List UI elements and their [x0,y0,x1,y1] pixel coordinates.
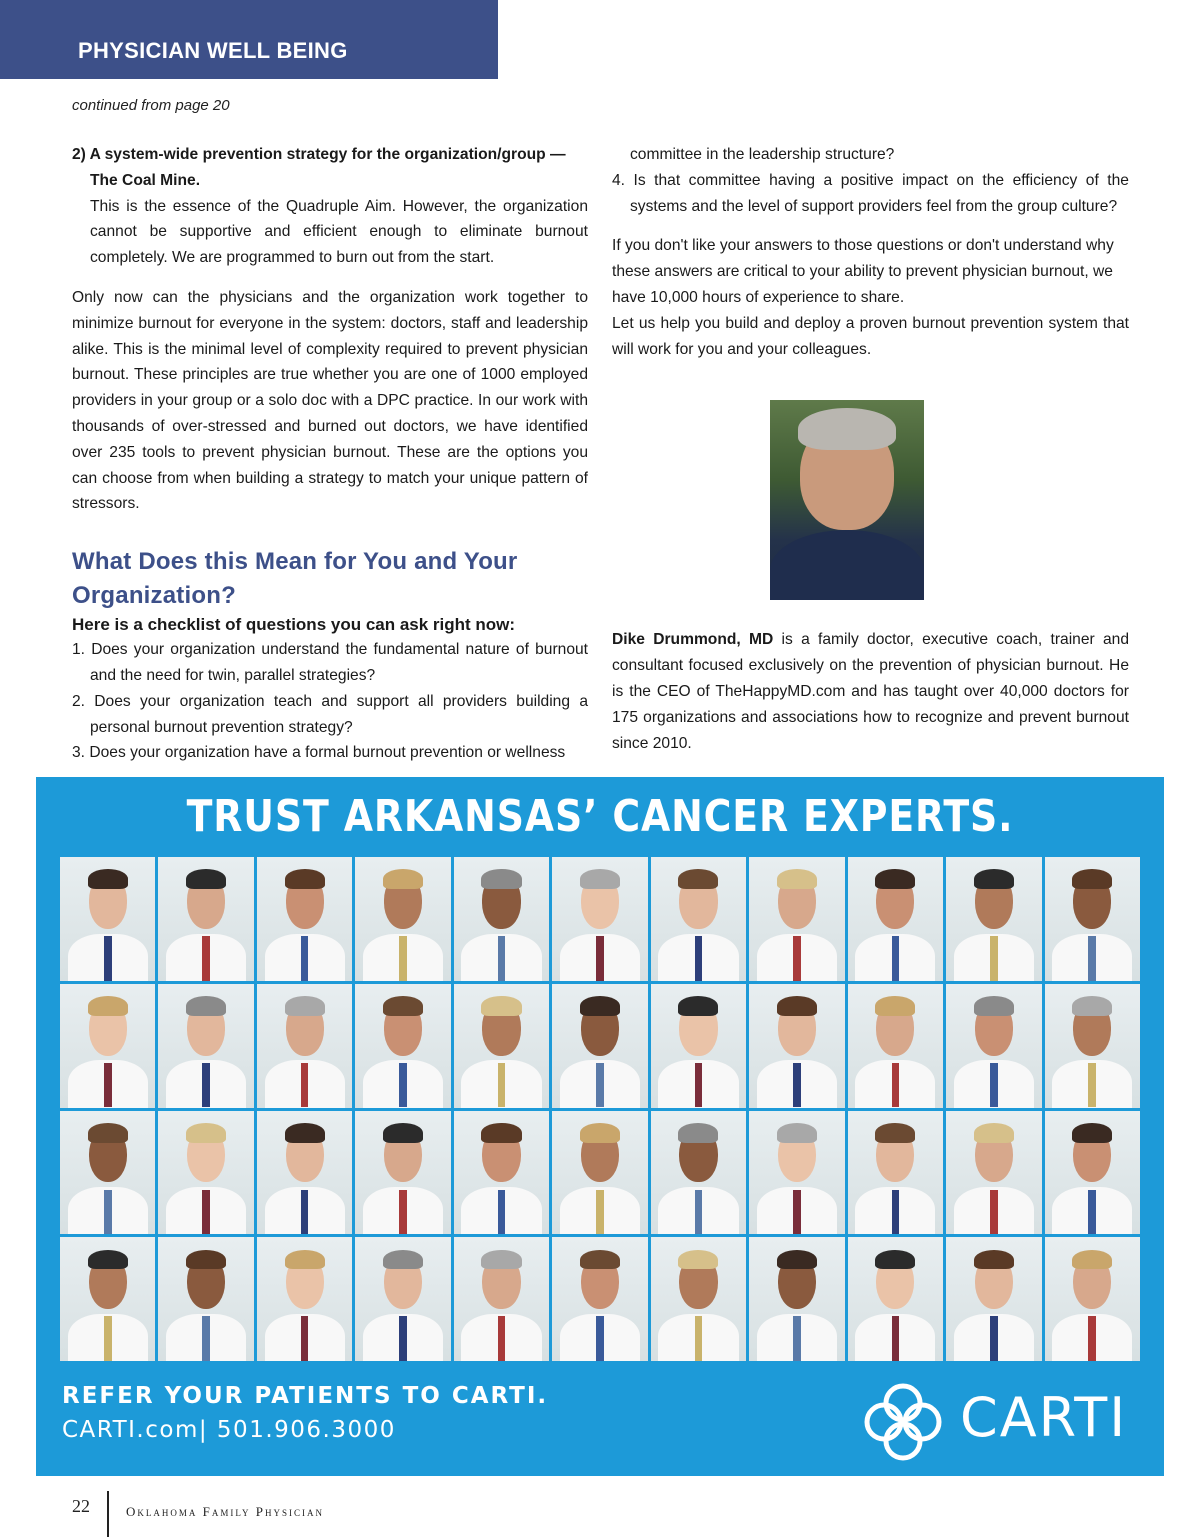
physician-portrait [355,984,450,1108]
closing-paragraph-2: Let us help you build and deploy a proven burnout prevention system that will work for you and your colleagues. [612,314,1129,358]
physician-portrait [454,1111,549,1235]
item2-heading-line2: The Coal Mine. [90,171,201,189]
physician-photo-grid [60,857,1140,1361]
checklist-item-2: 2. Does your organization teach and support all providers building a personal burnout prevention strategy? [72,692,588,736]
ad-title: TRUST ARKANSAS’ CANCER EXPERTS. [186,791,1014,842]
physician-portrait [946,1237,1041,1361]
page-number: 22 [72,1496,90,1516]
physician-portrait [848,984,943,1108]
closing-paragraph-1: If you don't like your answers to those questions or don't understand why these answers are critical to your ability to prevent physician burnout, we have 10,000 hours of experience to share. [612,237,1114,306]
physician-portrait [552,1237,647,1361]
checklist-item-3-cont: committee in the leadership structure? [630,146,895,163]
item2-body: This is the essence of the Quadruple Aim. However, the organization cannot be supportive and efficient enough to eliminate burnout completely. We are programmed to burn out from the start. [90,197,588,267]
physician-portrait [552,984,647,1108]
physician-portrait [749,984,844,1108]
physician-portrait [848,1237,943,1361]
carti-advertisement[interactable] [36,777,1164,1476]
author-bio [612,627,1129,757]
checklist-item-4: 4. Is that committee having a positive impact on the efficiency of the systems and the level of support providers feel from the group culture? [612,171,1129,215]
physician-portrait [158,1237,253,1361]
physician-portrait [1045,984,1140,1108]
physician-portrait [749,1237,844,1361]
physician-portrait [946,1111,1041,1235]
author-name: Dike Drummond, MD [612,631,774,648]
author-bio-text: is a family doctor, executive coach, trainer and consultant focused exclusively on the prevention of physician burnout. He is the CEO of TheHappyMD.com and has taught over 40,000 doctors for 175 organizations and associations how to recognize and prevent burnout since 2010. [612,631,1129,752]
carti-logo-text: CARTI [960,1386,1128,1449]
physician-portrait [257,1237,352,1361]
checklist-item-3: 3. Does your organization have a formal burnout prevention or wellness [72,744,566,762]
section-heading: What Does this Mean for You and Your Organization? [72,548,518,610]
physician-portrait [651,1237,746,1361]
physician-portrait [158,984,253,1108]
physician-portrait [454,984,549,1108]
publication-name: Oklahoma Family Physician [126,1504,324,1519]
ad-refer-text: REFER YOUR PATIENTS TO CARTI. [62,1383,549,1409]
author-photo [770,400,924,600]
physician-portrait [60,1111,155,1235]
physician-portrait [552,1111,647,1235]
right-column [612,142,1129,362]
body-paragraph: Only now can the physicians and the organization work together to minimize burnout for everyone in the system: doctors, staff and leadership alike. This is the minimal level of complexity required to prevent physician burnout. These principles are true whether you are one of 1000 employed providers in your group or a solo doc with a DPC practice. In our work with thousands of over-stressed and burned out doctors, we have identified over 235 tools to prevent physician burnout. These are the options you can choose from when building a strategy to match your unique pattern of stressors. [72,288,588,513]
section-header-tab [0,0,498,79]
left-column [72,142,588,766]
physician-portrait [651,1111,746,1235]
physician-portrait [454,1237,549,1361]
physician-portrait [651,984,746,1108]
continued-note: continued from page 20 [72,97,230,114]
physician-portrait [355,1111,450,1235]
physician-portrait [60,984,155,1108]
physician-portrait [749,1111,844,1235]
physician-portrait [552,857,647,981]
physician-portrait [1045,857,1140,981]
physician-portrait [158,857,253,981]
section-label: PHYSICIAN WELL BEING [78,38,348,63]
footer-divider [107,1491,109,1537]
physician-portrait [749,857,844,981]
physician-portrait [60,1237,155,1361]
item2-heading-line1: 2) A system-wide prevention strategy for the organization/group — [72,146,566,163]
physician-portrait [60,857,155,981]
physician-portrait [257,984,352,1108]
physician-portrait [257,857,352,981]
physician-portrait [355,1237,450,1361]
physician-portrait [651,857,746,981]
physician-portrait [257,1111,352,1235]
physician-portrait [946,984,1041,1108]
physician-portrait [848,1111,943,1235]
checklist-item-1: 1. Does your organization understand the fundamental nature of burnout and the need for twin, parallel strategies? [72,641,588,684]
physician-portrait [454,857,549,981]
physician-portrait [158,1111,253,1235]
carti-logo-icon [862,1381,944,1463]
checklist-intro: Here is a checklist of questions you can ask right now: [72,615,516,635]
physician-portrait [355,857,450,981]
physician-portrait [1045,1111,1140,1235]
physician-portrait [848,857,943,981]
ad-contact-text[interactable]: CARTI.com| 501.906.3000 [62,1417,396,1443]
physician-portrait [1045,1237,1140,1361]
physician-portrait [946,857,1041,981]
